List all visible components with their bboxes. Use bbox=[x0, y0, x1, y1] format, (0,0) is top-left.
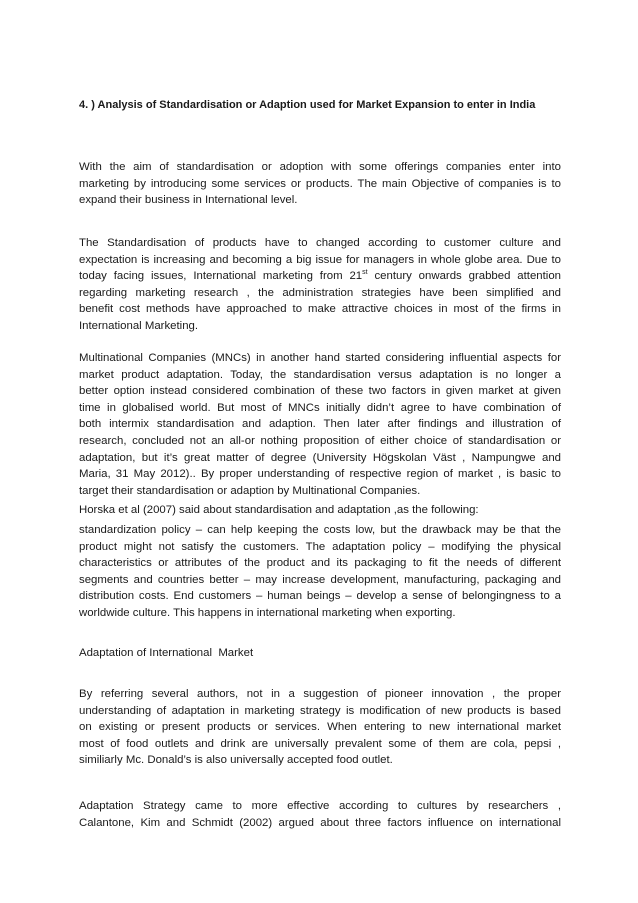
paragraph-line: Multinational Companies (MNCs) in another hand started considering influential aspects for bbox=[79, 352, 561, 364]
paragraph-policy bbox=[79, 522, 561, 622]
superscript: st bbox=[362, 269, 368, 277]
paragraph-line: worldwide culture. This happens in international marketing when exporting. bbox=[79, 606, 456, 619]
paragraph-line: standardization policy – can help keeping the costs low, but the drawback may be that the bbox=[79, 524, 561, 536]
paragraph-line: characteristics or attributes of the product and its packaging to fit the needs of different bbox=[79, 557, 561, 570]
line-text: today facing issues, International marketing from 21 bbox=[79, 270, 363, 283]
paragraph-line: expectation is increasing and becoming a big issue for managers in whole globe area. Due to bbox=[79, 253, 561, 266]
paragraph-line: Maria, 31 May 2012).. By proper understanding of respective region of market , is basic to bbox=[79, 468, 561, 481]
paragraph-line: Calantone, Kim and Schmidt (2002) argued about three factors influence on international bbox=[79, 816, 561, 829]
paragraph-line: understanding of adaptation in marketing strategy is modification of new products is based bbox=[79, 704, 561, 717]
paragraph-line: market product adaptation. Today, the standardisation versus adaptation is no longer a bbox=[79, 368, 561, 381]
paragraph-adaptation bbox=[79, 686, 561, 769]
paragraph-line: adaptation, but it’s great matter of degree (University Högskolan Väst , Nampungwe and bbox=[79, 451, 561, 464]
paragraph-line: better option instead considered combination of these two factors in given market at given bbox=[79, 385, 561, 398]
paragraph-line: both intermix standardisation and adaption. Then later after findings and illustration of bbox=[79, 418, 561, 431]
paragraph-mncs bbox=[79, 350, 561, 499]
paragraph-line: on existing or present products or services. When entering to new international market bbox=[79, 721, 561, 734]
paragraph-line: expand their business in International level. bbox=[79, 194, 298, 207]
subheading: Adaptation of International Market bbox=[79, 647, 254, 659]
section-heading: 4. ) Analysis of Standardisation or Adaption used for Market Expansion to enter in India bbox=[79, 99, 536, 111]
paragraph-line: research, concluded not an all-or nothing proposition of either choice of standardisation or bbox=[79, 434, 561, 447]
paragraph-line: time in globalised world. But most of MNCs initially didn’t agree to have combination of bbox=[79, 401, 561, 414]
paragraph-line: marketing by introducing some services or products. The main Objective of companies is to bbox=[79, 177, 561, 190]
paragraph-line: With the aim of standardisation or adoption with some offerings companies enter into bbox=[79, 161, 561, 173]
paragraph-adaptation-strategy bbox=[79, 798, 561, 831]
paragraph-horska bbox=[79, 502, 561, 519]
paragraph-line: most of food outlets and drink are universally prevalent some of them are cola, pepsi , bbox=[79, 737, 561, 750]
paragraph-standardisation bbox=[79, 235, 561, 335]
paragraph-line-with-superscript bbox=[79, 268, 561, 285]
paragraph-line: target their standardisation or adaption by Multinational Companies. bbox=[79, 484, 421, 497]
paragraph-line: Adaptation Strategy came to more effective according to cultures by researchers , bbox=[79, 800, 561, 812]
paragraph-line: regarding marketing research , the administration strategies have been simplified and bbox=[79, 286, 561, 299]
paragraph-line: By referring several authors, not in a suggestion of pioneer innovation , the proper bbox=[79, 688, 561, 700]
paragraph-line: distribution costs. End customers – human beings – develop a sense of belongingness to a bbox=[79, 590, 561, 603]
paragraph-line: Horska et al (2007) said about standardisation and adaptation ,as the following: bbox=[79, 504, 479, 516]
paragraph-line: The Standardisation of products have to changed according to customer culture and bbox=[79, 237, 561, 249]
paragraph-line: segments and countries better – may increase development, manufacturing, packaging and bbox=[79, 573, 561, 586]
paragraph-line: International Marketing. bbox=[79, 319, 199, 332]
paragraph-line: similiarly Mc. Donald’s is also universally accepted food outlet. bbox=[79, 754, 393, 767]
paragraph-line: product might not satisfy the customers. The adaptation policy – modifying the physical bbox=[79, 540, 561, 553]
line-text: century onwards grabbed attention bbox=[367, 270, 561, 283]
paragraph-line: benefit cost methods have approached to make attractive choices in most of the firms in bbox=[79, 303, 561, 316]
paragraph-intro bbox=[79, 159, 561, 209]
